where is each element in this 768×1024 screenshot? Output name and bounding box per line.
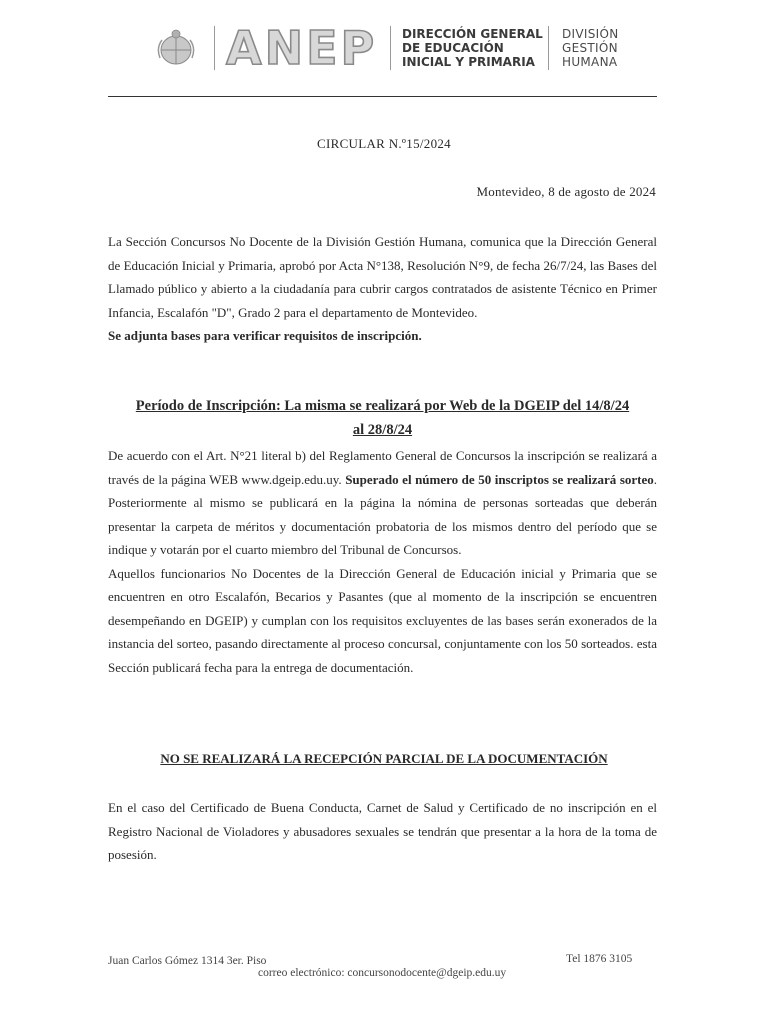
logo-divider	[214, 26, 215, 70]
footer-address: Juan Carlos Gómez 1314 3er. Piso	[108, 955, 267, 967]
paragraph-inscription: De acuerdo con el Art. N°21 literal b) del Reglamento General de Concursos la inscripción se realizará a través de la página WEB www.dgeip.edu.uy. Superado el número de 50 inscriptos se realizará sorteo. Posteriormente al mismo se publicará en la página la nómina de personas sorteadas que deberán presentar la carpeta de méritos y documentación probatoria de los mismos dentro del período que se indique y votarán por el cuarto miembro del Tribunal de Concursos. Aquellos funcionarios No Docentes de la Dirección General de Educación inicial y Primaria que se encuentren en otro Escalafón, Becarios y Pasantes (que al momento de la inscripción se encuentren desempeñando en DGEIP) y cumplan con los requisitos excluyentes de las bases serán exonerados de la instancia del sorteo, pasando directamente al proceso concursal, conjuntamente con los 50 sorteados. esta Sección publicará fecha para la entrega de documentación.	[108, 448, 657, 675]
document-date: Montevideo, 8 de agosto de 2024	[476, 184, 656, 199]
direccion-general-label: DIRECCIÓN GENERAL DE EDUCACIÓN INICIAL Y PRIMARIA	[402, 27, 543, 69]
circular-number: CIRCULAR N.º15/2024	[317, 136, 451, 151]
footer-email: correo electrónico: concursonodocente@dgeip.edu.uy	[258, 967, 507, 979]
header-divider	[390, 26, 391, 70]
paragraph-exonerated: Aquellos funcionarios No Docentes de la Dirección General de Educación inicial y Primaria que se encuentren en otro Escalafón, Becarios y Pasantes (que al momento de la inscripción se encuentren desempeñando en DGEIP) y cumplan con los requisitos excluyentes de las bases serán exonerados de la instancia del sorteo, pasando directamente al proceso concursal, conjuntamente con los 50 sorteados. esta Sección publicará fecha para la entrega de documentación.	[108, 565, 657, 675]
national-seal-icon	[156, 28, 196, 68]
lottery-note: Superado el número de 50 inscriptos se realizará sorteo	[345, 471, 654, 487]
inscription-period-title: Período de Inscripción: La misma se realizará por Web de la DGEIP del 14/8/24 al 28/8/24	[135, 398, 630, 438]
header-divider	[548, 26, 549, 70]
footer-phone: Tel 1876 3105	[566, 953, 633, 965]
attachment-note: Se adjunta bases para verificar requisitos de inscripción.	[108, 328, 422, 343]
paragraph-certificates: En el caso del Certificado de Buena Conducta, Carnet de Salud y Certificado de no inscripción en el Registro Nacional de Violadores y abusadores sexuales se tendrán que presentar a la hora de la toma de posesión.	[108, 800, 657, 862]
paragraph-intro: La Sección Concursos No Docente de la División Gestión Humana, comunica que la Dirección General de Educación Inicial y Primaria, aprobó por Acta N°138, Resolución N°9, de fecha 26/7/24, las Bases del Llamado público y abierto a la ciudadanía para cubrir cargos contratados de asistente Técnico en Primer Infancia, Escalafón "D", Grado 2 para el departamento de Montevideo. Se adjunta bases para verificar requisitos de inscripción.	[108, 234, 657, 343]
anep-logo: ANEP	[226, 21, 378, 75]
partial-reception-notice: NO SE REALIZARÁ LA RECEPCIÓN PARCIAL DE LA DOCUMENTACIÓN	[160, 751, 608, 766]
division-gestion-humana-label: DIVISIÓN GESTIÓN HUMANA	[562, 27, 619, 69]
letterhead	[150, 22, 630, 74]
header-rule	[108, 96, 657, 97]
